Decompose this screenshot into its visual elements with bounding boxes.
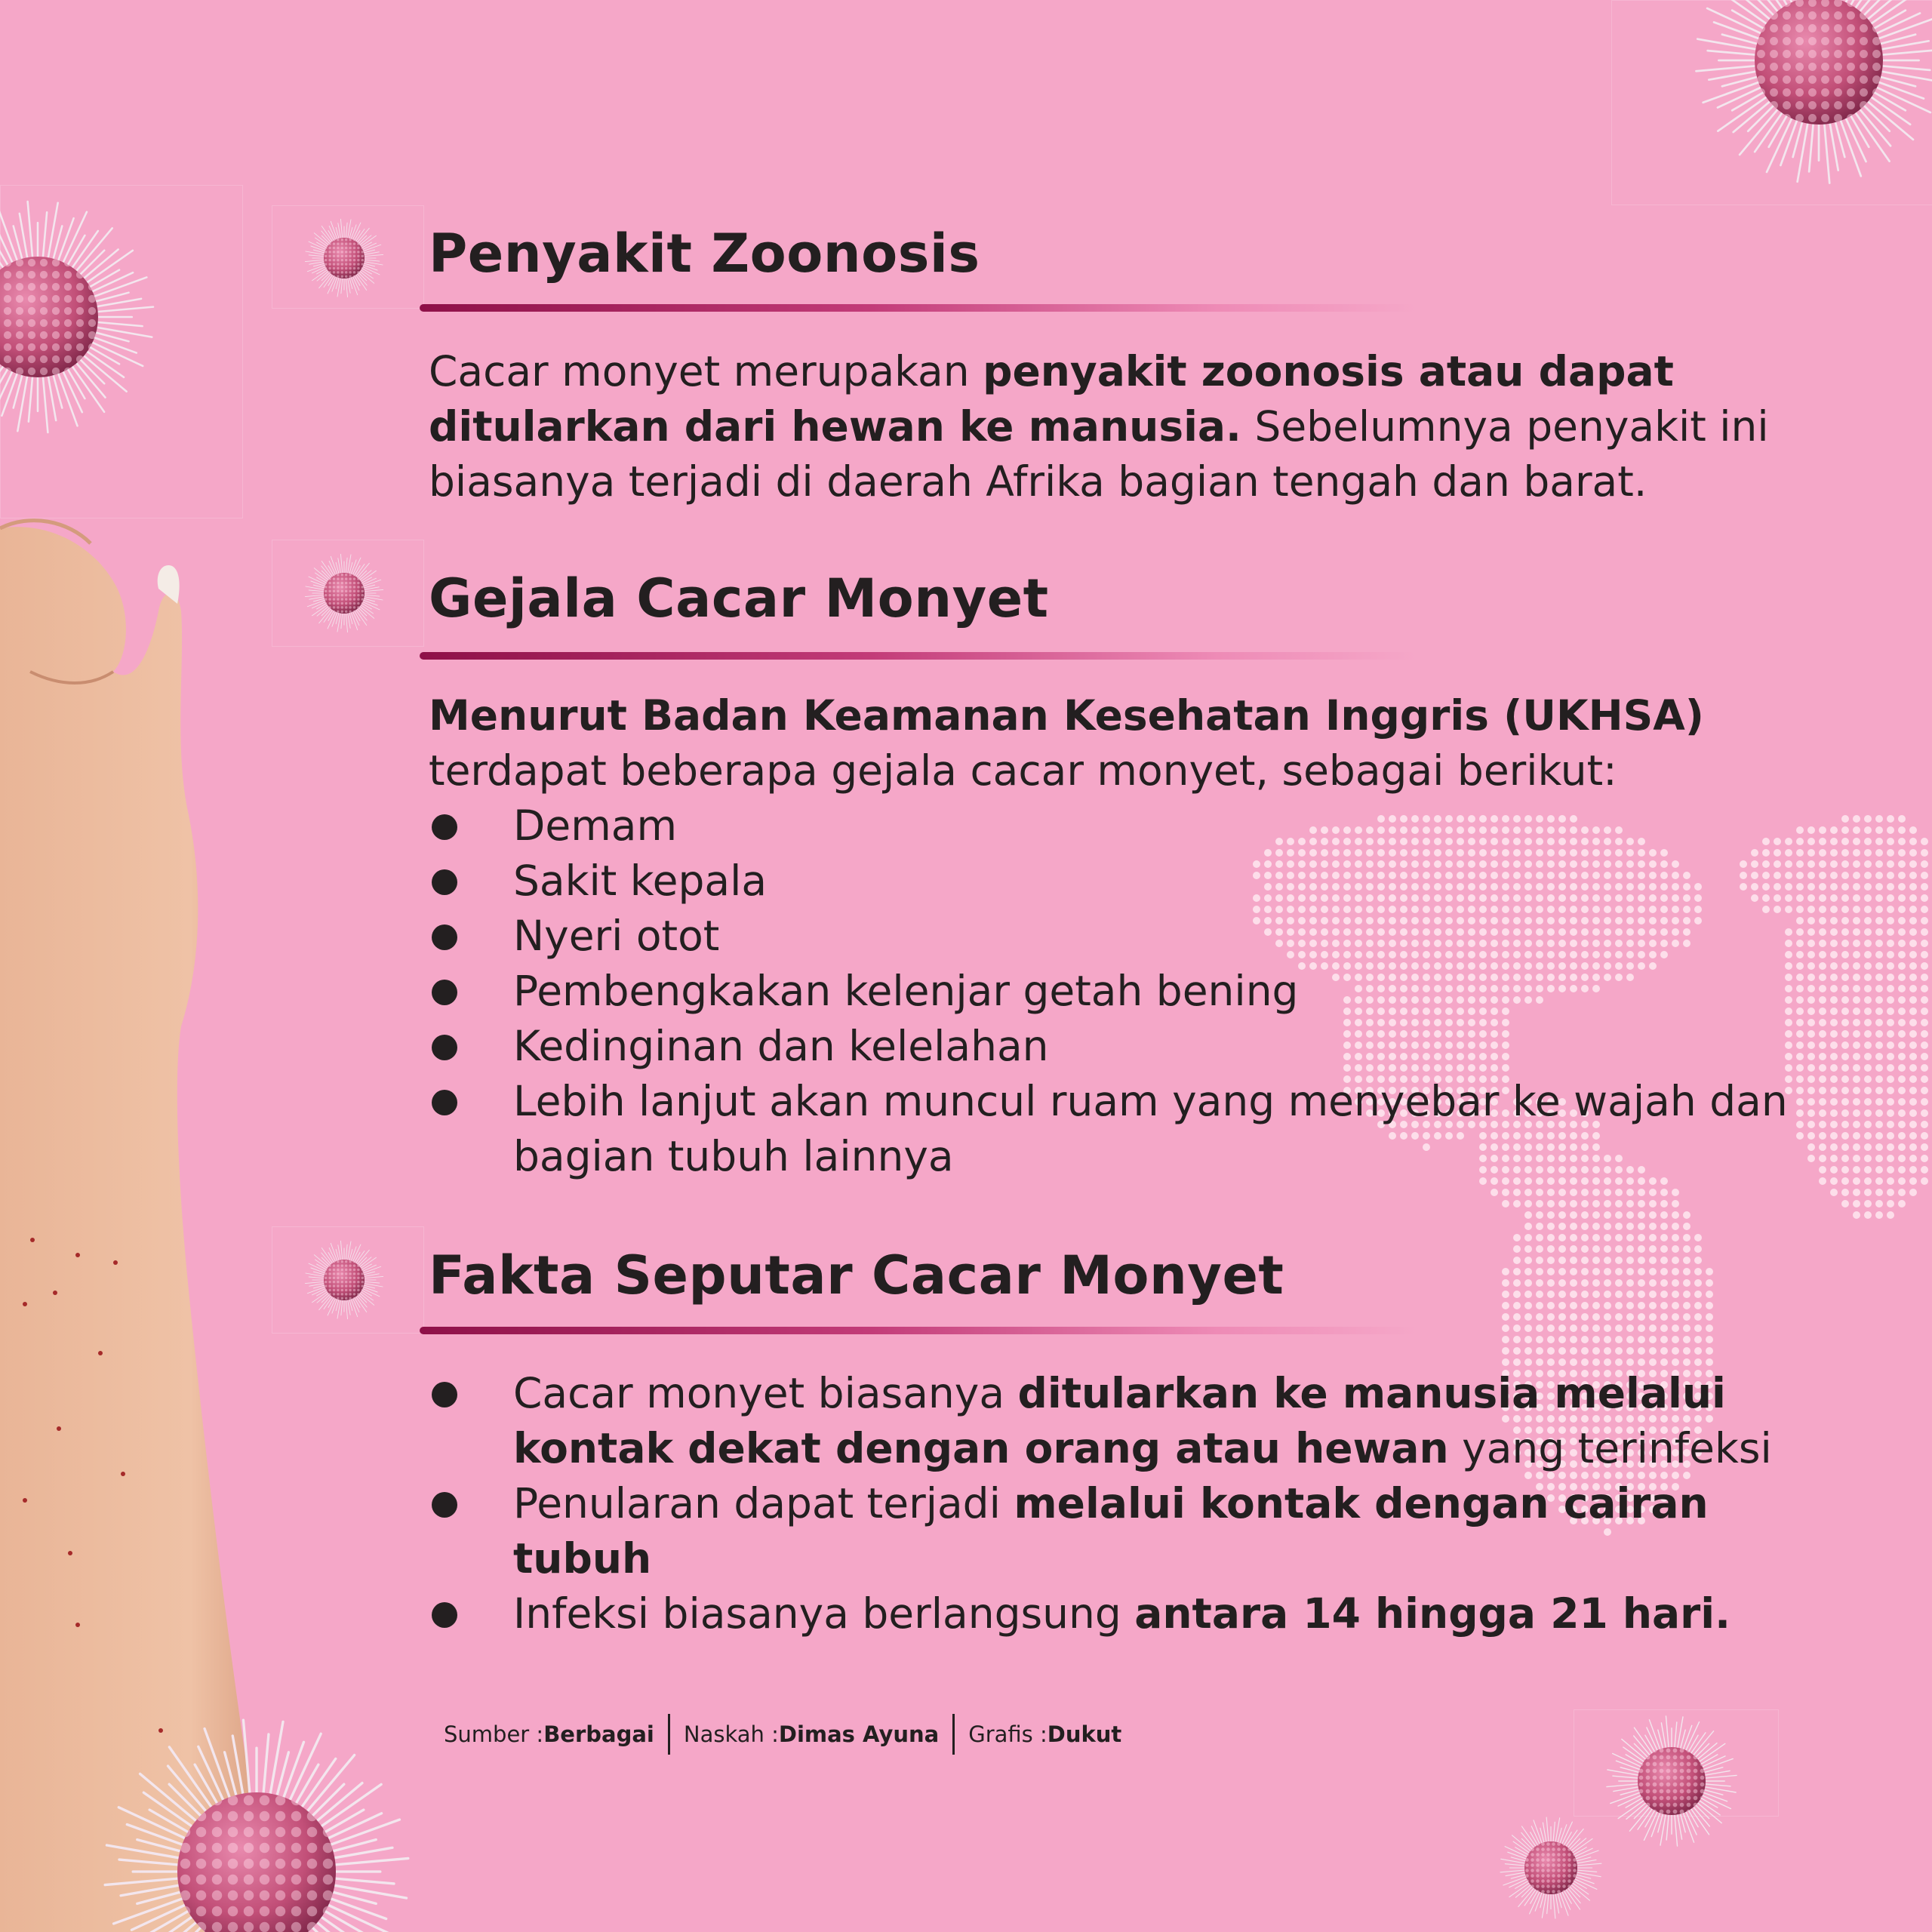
list-item [429,1019,1832,1074]
text-run: Infeksi biasanya berlangsung [513,1589,1135,1638]
text-run: Sebelumnya penyakit ini biasanya terjadi di daerah Afrika bagian tengah dan barat. [429,402,1769,506]
bullet-dot-icon [432,814,457,840]
zoonosis-paragraph [429,344,1832,509]
text-run: Demam [513,801,678,850]
text-run: Pembengkakan kelenjar getah bening [513,967,1299,1015]
writer-value: Dimas Ayuna [778,1721,940,1747]
credits-separator [668,1714,670,1755]
list-item [429,1366,1832,1476]
bullet-dot-icon [432,1035,457,1060]
virus-icon [303,1239,385,1321]
list-item-text [513,857,767,905]
list-item-text [513,1022,1049,1070]
list-item [429,909,1832,964]
section-divider [420,652,1416,660]
bullet-dot-icon [432,980,457,1005]
list-item [429,1586,1832,1641]
text-run: Nyeri otot [513,912,720,960]
bold-text-run: penyakit zoonosis atau dapat ditularkan dari hewan ke manusia. [429,347,1674,451]
section-divider [420,304,1416,312]
text-run: Cacar monyet biasanya [513,1369,1018,1417]
bullet-dot-icon [432,1602,457,1628]
section-title-zoonosis: Penyakit Zoonosis [429,223,980,285]
symptoms-list [429,798,1832,1184]
list-item-text [513,801,677,850]
bold-text-run: Menurut Badan Keamanan Kesehatan Inggris (UKHSA) [429,691,1704,740]
text-run: Kedinginan dan kelelahan [513,1022,1049,1070]
bullet-dot-icon [432,1382,457,1407]
bullet-dot-icon [432,1090,457,1115]
writer-label: Naskah : [683,1721,779,1747]
virus-icon [0,196,158,438]
virus-icon [1690,0,1932,189]
graphic-label: Grafis : [968,1721,1048,1747]
bold-text-run: ditularkan ke manusia melalui kontak dekat dengan orang atau hewan [513,1369,1726,1472]
virus-icon [1604,1713,1740,1849]
credits-bar [444,1712,1121,1757]
text-run: yang terinfeksi [1448,1424,1772,1472]
list-item [429,854,1832,909]
bold-text-run: melalui kontak dengan cairan tubuh [513,1479,1709,1583]
graphic-value: Dukut [1047,1721,1122,1747]
list-item-text [513,1077,1788,1180]
section-divider [420,1327,1416,1334]
text-run: Sakit kepala [513,857,768,905]
section-title-facts: Fakta Seputar Cacar Monyet [429,1244,1284,1306]
list-item [429,798,1832,854]
text-run: terdapat beberapa gejala cacar monyet, sebagai berikut: [429,746,1617,795]
list-item [429,1074,1832,1184]
facts-list [429,1366,1832,1641]
virus-icon [303,552,385,634]
bullet-dot-icon [432,1492,457,1518]
list-item-text [513,1479,1709,1583]
section-title-symptoms: Gejala Cacar Monyet [429,568,1049,629]
list-item-text [513,967,1298,1015]
text-run: Cacar monyet merupakan [429,347,983,395]
list-item-text [513,912,719,960]
credits-separator [952,1714,955,1755]
source-label: Sumber : [444,1721,544,1747]
bullet-dot-icon [432,869,457,895]
bold-text-run: antara 14 hingga 21 hari. [1134,1589,1731,1638]
list-item-text [513,1589,1730,1638]
virus-icon [98,1713,415,1932]
bullet-dot-icon [432,924,457,950]
list-item-text [513,1369,1772,1472]
source-value: Berbagai [543,1721,654,1747]
list-item [429,1476,1832,1586]
virus-icon [1498,1815,1604,1921]
text-run: Lebih lanjut akan muncul ruam yang menyebar ke wajah dan bagian tubuh lainnya [513,1077,1788,1180]
symptoms-intro-paragraph [429,688,1832,798]
list-item [429,964,1832,1019]
text-run: Penularan dapat terjadi [513,1479,1014,1527]
virus-icon [303,217,385,299]
